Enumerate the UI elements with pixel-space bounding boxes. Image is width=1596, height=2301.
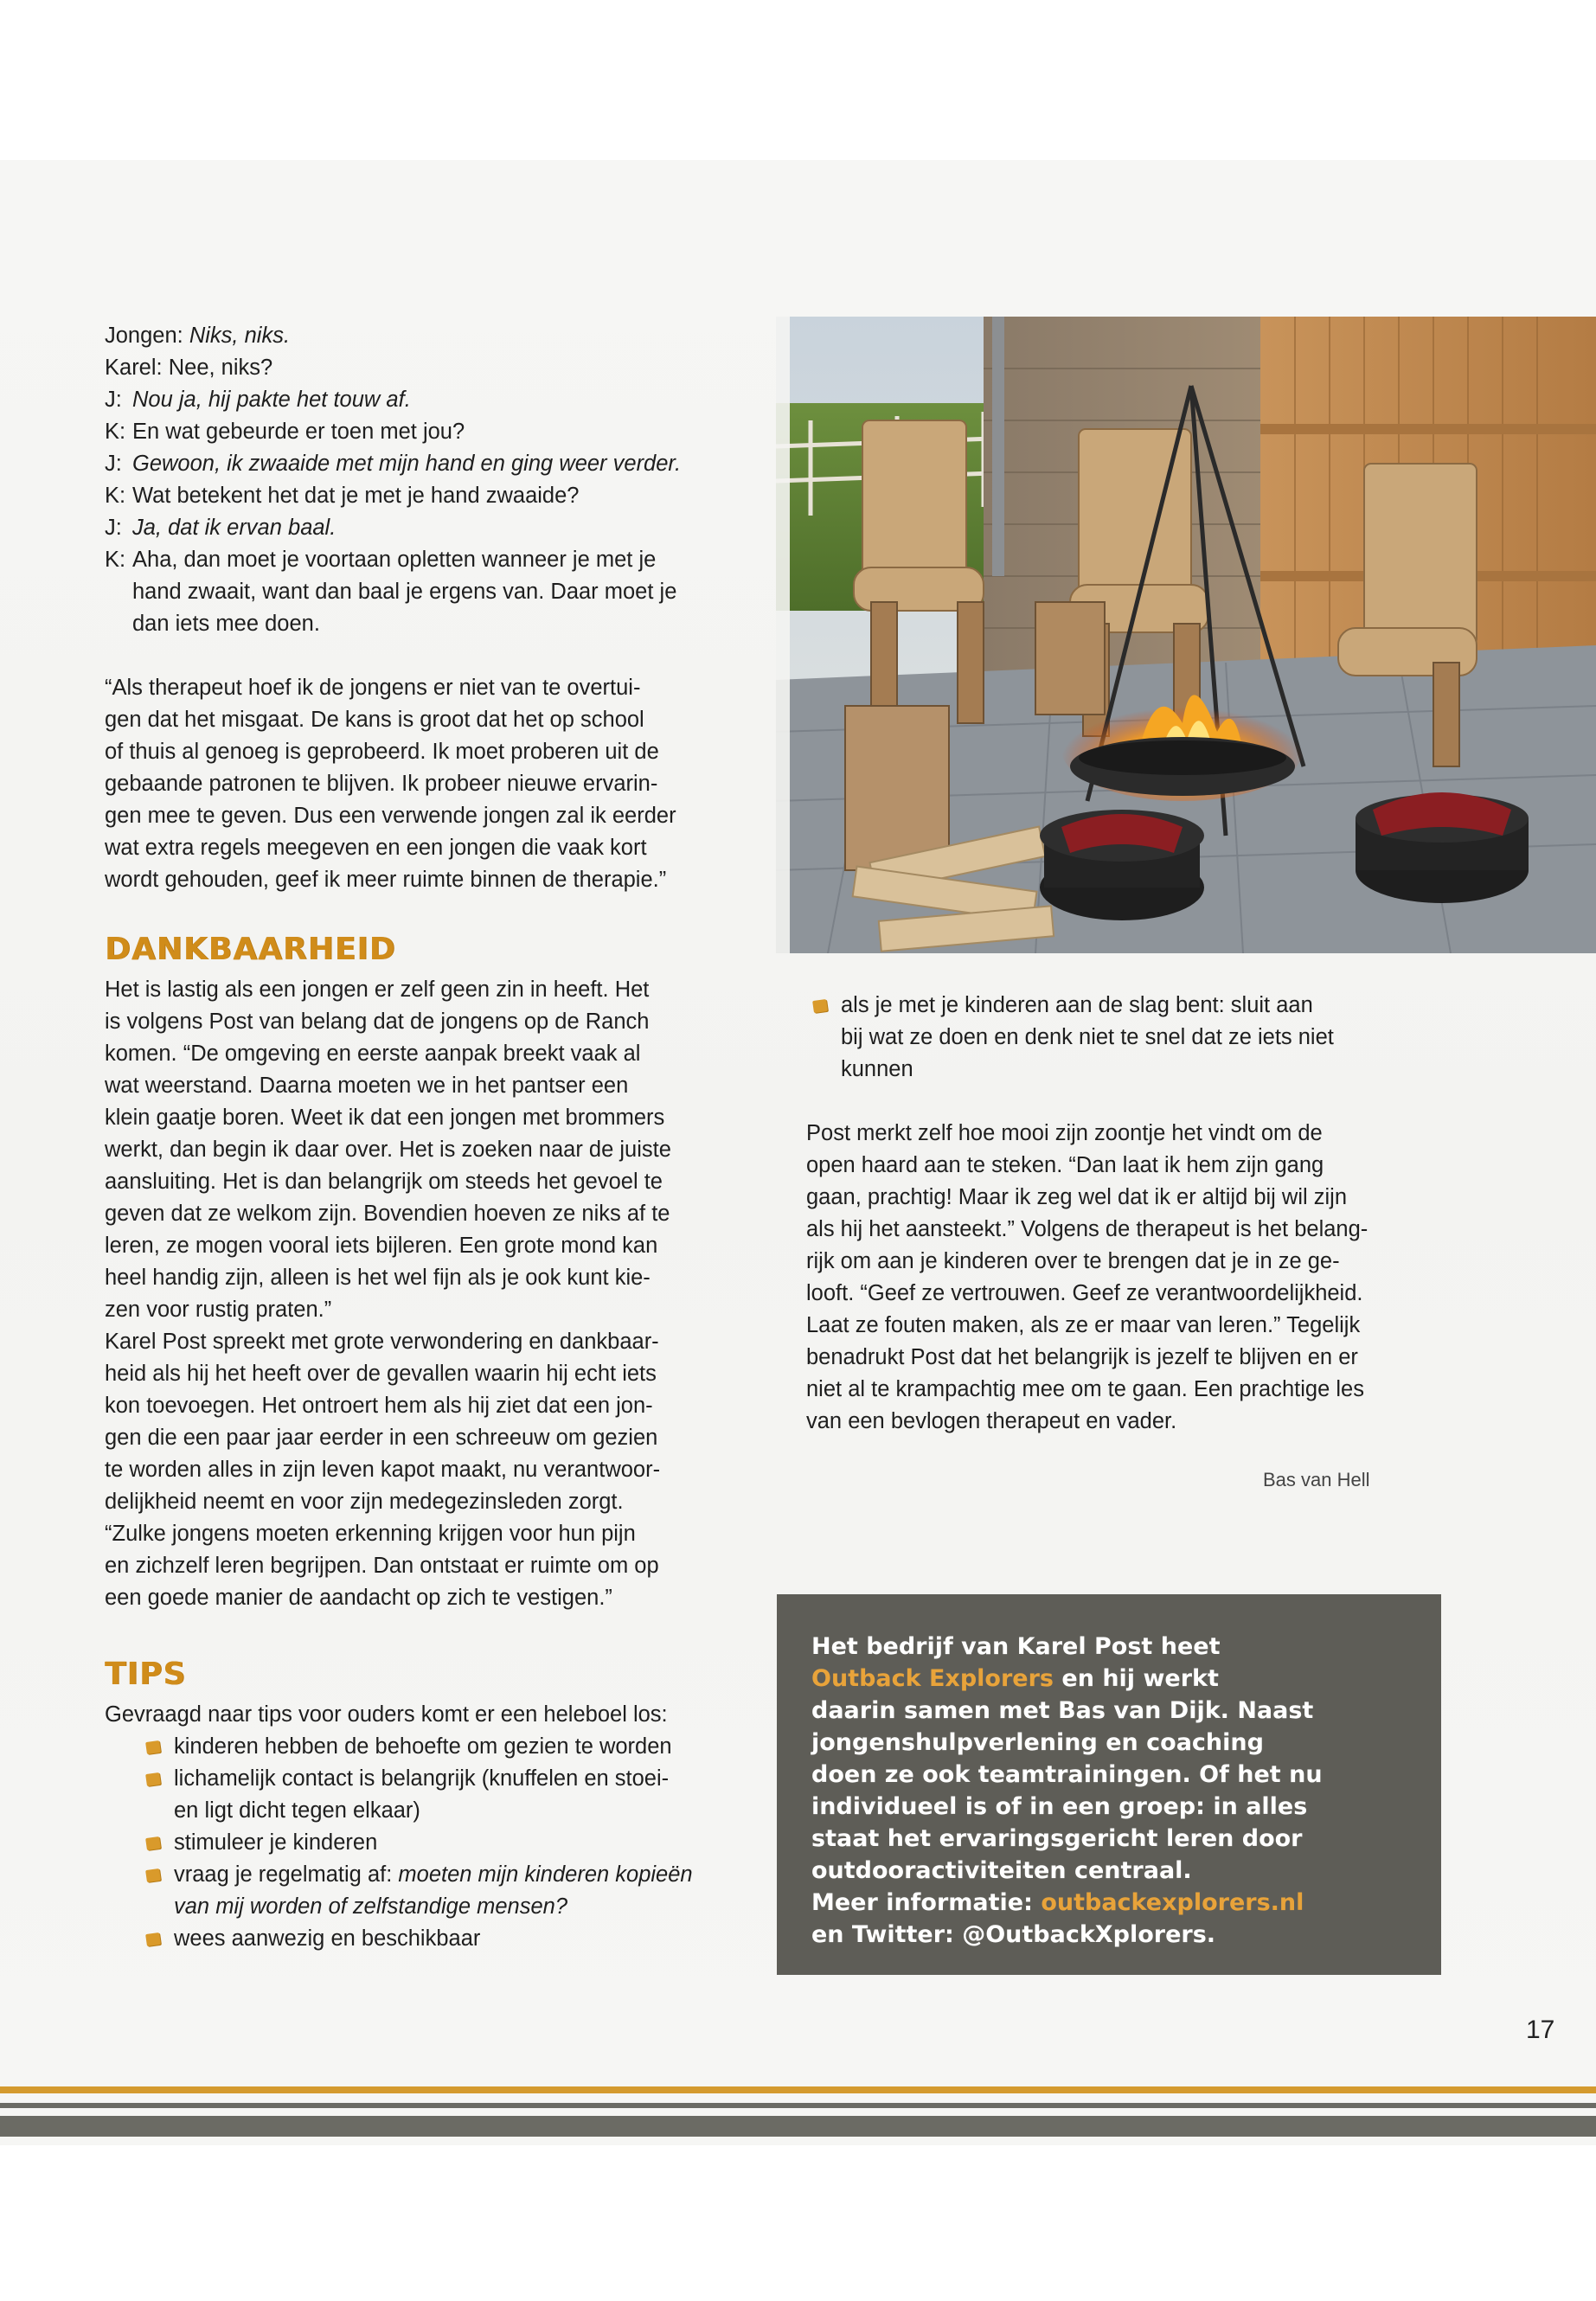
text-line: bij wat ze doen en denk niet te snel dat ze iets niet bbox=[841, 1025, 1334, 1049]
text-line: gen dat het misgaat. De kans is groot dat het op school bbox=[105, 708, 644, 732]
text-line: jongenshulpverlening en coaching bbox=[811, 1729, 1264, 1756]
dialogue-line bbox=[105, 416, 702, 448]
bullet-icon bbox=[139, 1859, 174, 1923]
speaker: J: bbox=[105, 452, 122, 476]
text-line: is volgens Post van belang dat de jongens op de Ranch bbox=[105, 1009, 650, 1034]
footer-stripe-orange bbox=[0, 2086, 1596, 2093]
text-line: looft. “Geef ze vertrouwen. Geef ze verantwoordelijkheid. bbox=[806, 1281, 1363, 1305]
dialogue-intro bbox=[105, 320, 702, 384]
infobox-body bbox=[811, 1695, 1415, 1887]
text-line: een goede manier de aandacht op zich te vestigen.” bbox=[105, 1586, 612, 1610]
dialogue-line bbox=[105, 320, 702, 352]
left-column bbox=[105, 320, 702, 1955]
text-line: gebaande patronen te blijven. Ik probeer nieuwe ervarin- bbox=[105, 772, 658, 796]
tip-question: moeten mijn kinderen kopieën bbox=[398, 1862, 693, 1887]
tips-intro: Gevraagd naar tips voor ouders komt er een heleboel los: bbox=[105, 1702, 668, 1727]
text-line: komen. “De omgeving en eerste aanpak breekt vaak al bbox=[105, 1042, 641, 1066]
speaker: Jongen: bbox=[105, 324, 183, 348]
bullet-icon bbox=[806, 990, 841, 1086]
text-line: of thuis al genoeg is geprobeerd. Ik moet proberen uit de bbox=[105, 740, 659, 764]
text-line: zen voor rustig praten.” bbox=[105, 1298, 332, 1322]
text-line: Karel Post spreekt met grote verwondering en dankbaar- bbox=[105, 1330, 659, 1354]
company-infobox bbox=[777, 1594, 1441, 1975]
text-line: gen die een paar jaar eerder in een schreeuw om gezien bbox=[105, 1426, 658, 1450]
text-line: gaan, prachtig! Maar ik zeg wel dat ik er altijd bij wil zijn bbox=[806, 1185, 1348, 1209]
text-line: en zichzelf leren begrijpen. Dan ontstaat er ruimte om op bbox=[105, 1554, 659, 1578]
author-credit: Bas van Hell bbox=[1263, 1469, 1370, 1490]
text-line: “Als therapeut hoef ik de jongens er niet van te overtui- bbox=[105, 676, 641, 700]
bullet-icon bbox=[139, 1923, 174, 1955]
dialogue-line bbox=[105, 352, 702, 384]
infobox-line: en hij werkt bbox=[1054, 1665, 1219, 1692]
text-line: Het is lastig als een jongen er zelf geen zin in heeft. Het bbox=[105, 977, 650, 1002]
text-line: wat weerstand. Daarna moeten we in het pantser een bbox=[105, 1074, 629, 1098]
campfire-photo bbox=[776, 317, 1596, 953]
text-line: klein gaatje boren. Weet ik dat een jongen met brommers bbox=[105, 1106, 665, 1130]
tip-line: stimuleer je kinderen bbox=[174, 1830, 378, 1855]
text-line: doen ze ook teamtrainingen. Of het nu bbox=[811, 1761, 1323, 1788]
utterance-line: En wat gebeurde er toen met jou? bbox=[132, 420, 465, 444]
utterance: Nee, niks? bbox=[168, 356, 273, 380]
tip-item bbox=[139, 1731, 702, 1763]
speaker: Karel: bbox=[105, 356, 163, 380]
speaker: K: bbox=[105, 548, 126, 572]
dialogue bbox=[105, 384, 702, 640]
utterance bbox=[132, 544, 702, 640]
utterance bbox=[132, 512, 702, 544]
text-line: benadrukt Post dat het belangrijk is jezelf te blijven en er bbox=[806, 1345, 1358, 1369]
tip-line: van mij worden of zelfstandige mensen? bbox=[174, 1894, 568, 1919]
text-line: gen mee te geven. Dus een verwende jongen zal ik eerder bbox=[105, 804, 676, 828]
tip-item bbox=[139, 1859, 702, 1923]
tip-line: wees aanwezig en beschikbaar bbox=[174, 1926, 481, 1951]
campfire-scene-illustration bbox=[776, 317, 1596, 953]
tip-line: lichamelijk contact is belangrijk (knuffelen en stoei- bbox=[174, 1766, 670, 1791]
text-line: heid als hij het heeft over de gevallen waarin hij echt iets bbox=[105, 1362, 657, 1386]
tip-text bbox=[174, 1731, 702, 1763]
text-line: aansluiting. Het is dan belangrijk om steeds het gevoel te bbox=[105, 1170, 663, 1194]
utterance: Niks, niks. bbox=[189, 324, 291, 348]
text-line: kon toevoegen. Het ontroert hem als hij ziet dat een jon- bbox=[105, 1394, 653, 1418]
tip-item bbox=[139, 1827, 702, 1859]
dialogue-line bbox=[105, 480, 702, 512]
tips-list bbox=[105, 1731, 702, 1955]
text-line: werkt, dan begin ik daar over. Het is zoeken naar de juiste bbox=[105, 1138, 671, 1162]
text-line: leren, ze mogen vooral iets bijleren. Een grote mond kan bbox=[105, 1234, 658, 1258]
utterance-line: Ja, dat ik ervan baal. bbox=[132, 516, 337, 540]
tip-line: kinderen hebben de behoefte om gezien te worden bbox=[174, 1734, 672, 1759]
quote-paragraph bbox=[105, 672, 702, 896]
utterance-line: Gewoon, ik zwaaide met mijn hand en ging weer verder. bbox=[132, 452, 682, 476]
more-info-label: Meer informatie: bbox=[811, 1889, 1042, 1916]
text-line: “Zulke jongens moeten erkenning krijgen voor hun pijn bbox=[105, 1522, 636, 1546]
dialogue-line bbox=[105, 544, 702, 640]
tip-line: vraag je regelmatig af: moeten mijn kinderen kopieën bbox=[174, 1862, 693, 1887]
text-line: wat extra regels meegeven en een jongen die vaak kort bbox=[105, 836, 647, 860]
tip-text bbox=[174, 1763, 702, 1827]
bullet-icon bbox=[139, 1731, 174, 1763]
text-line: daarin samen met Bas van Dijk. Naast bbox=[811, 1697, 1314, 1724]
text-line: te worden alles in zijn leven kapot maakt, nu verantwoor- bbox=[105, 1458, 661, 1482]
tip-text bbox=[174, 1859, 702, 1923]
text-line: geven dat ze welkom zijn. Bovendien hoeven ze niks af te bbox=[105, 1202, 670, 1226]
utterance bbox=[132, 480, 702, 512]
footer-stripe-grey bbox=[0, 2103, 1596, 2108]
infobox-line: Het bedrijf van Karel Post heet bbox=[811, 1633, 1221, 1660]
speaker: K: bbox=[105, 420, 126, 444]
utterance bbox=[132, 448, 702, 480]
text-line: outdooractiviteiten centraal. bbox=[811, 1857, 1192, 1884]
text-line: Post merkt zelf hoe mooi zijn zoontje het vindt om de bbox=[806, 1121, 1323, 1145]
text-line: Laat ze fouten maken, als ze er maar van leren.” Tegelijk bbox=[806, 1313, 1361, 1337]
text-line: kunnen bbox=[841, 1057, 913, 1081]
utterance bbox=[132, 416, 702, 448]
utterance bbox=[132, 384, 702, 416]
text-line: van een bevlogen therapeut en vader. bbox=[806, 1409, 1177, 1433]
tip-text bbox=[174, 1923, 702, 1955]
tip-continued-text bbox=[841, 990, 1394, 1086]
utterance-line: dan iets mee doen. bbox=[132, 612, 320, 636]
text-line: open haard aan te steken. “Dan laat ik hem zijn gang bbox=[806, 1153, 1324, 1177]
text-line: delijkheid neemt en voor zijn medegezinsleden zorgt. bbox=[105, 1490, 624, 1514]
dialogue-line bbox=[105, 384, 702, 416]
speaker: J: bbox=[105, 516, 122, 540]
tip-item bbox=[139, 1923, 702, 1955]
closing-paragraph bbox=[806, 1118, 1394, 1438]
tip-item bbox=[139, 1763, 702, 1827]
utterance-line: hand zwaait, want dan baal je ergens van. Daar moet je bbox=[132, 580, 677, 604]
website-link[interactable]: outbackexplorers.nl bbox=[1041, 1889, 1304, 1916]
tip-line: en ligt dicht tegen elkaar) bbox=[174, 1798, 420, 1823]
right-column bbox=[806, 990, 1394, 1438]
bullet-icon bbox=[139, 1827, 174, 1859]
text-line: als hij het aansteekt.” Volgens de therapeut is het belang- bbox=[806, 1217, 1368, 1241]
dialogue-line bbox=[105, 512, 702, 544]
text-line: rijk om aan je kinderen over te brengen dat je in ze ge- bbox=[806, 1249, 1340, 1273]
utterance-line: Aha, dan moet je voortaan opletten wanneer je met je bbox=[132, 548, 657, 572]
text-line: heel handig zijn, alleen is het wel fijn als je ook kunt kie- bbox=[105, 1266, 651, 1290]
footer-stripe-grey-thick bbox=[0, 2116, 1596, 2137]
utterance-line: Wat betekent het dat je met je hand zwaaide? bbox=[132, 484, 580, 508]
tip-text bbox=[174, 1827, 702, 1859]
text-line: individueel is of in een groep: in alles bbox=[811, 1793, 1308, 1820]
text-line: niet al te krampachtig mee om te gaan. Een prachtige les bbox=[806, 1377, 1364, 1401]
page-number: 17 bbox=[1526, 2016, 1555, 2044]
text-line: als je met je kinderen aan de slag bent: sluit aan bbox=[841, 993, 1313, 1017]
utterance-line: Nou ja, hij pakte het touw af. bbox=[132, 388, 411, 412]
twitter-handle[interactable]: en Twitter: @OutbackXplorers. bbox=[811, 1921, 1216, 1948]
text-line: staat het ervaringsgericht leren door bbox=[811, 1825, 1303, 1852]
dialogue-line bbox=[105, 448, 702, 480]
text-line: wordt gehouden, geef ik meer ruimte binnen de therapie.” bbox=[105, 868, 667, 892]
company-name: Outback Explorers bbox=[811, 1665, 1054, 1692]
section-heading-dankbaarheid: DANKBAARHEID bbox=[105, 932, 396, 967]
speaker: K: bbox=[105, 484, 126, 508]
tip-continued bbox=[806, 990, 1394, 1086]
speaker: J: bbox=[105, 388, 122, 412]
section-heading-tips: TIPS bbox=[105, 1657, 187, 1692]
dankbaarheid-paragraph bbox=[105, 974, 702, 1614]
bullet-icon bbox=[139, 1763, 174, 1827]
